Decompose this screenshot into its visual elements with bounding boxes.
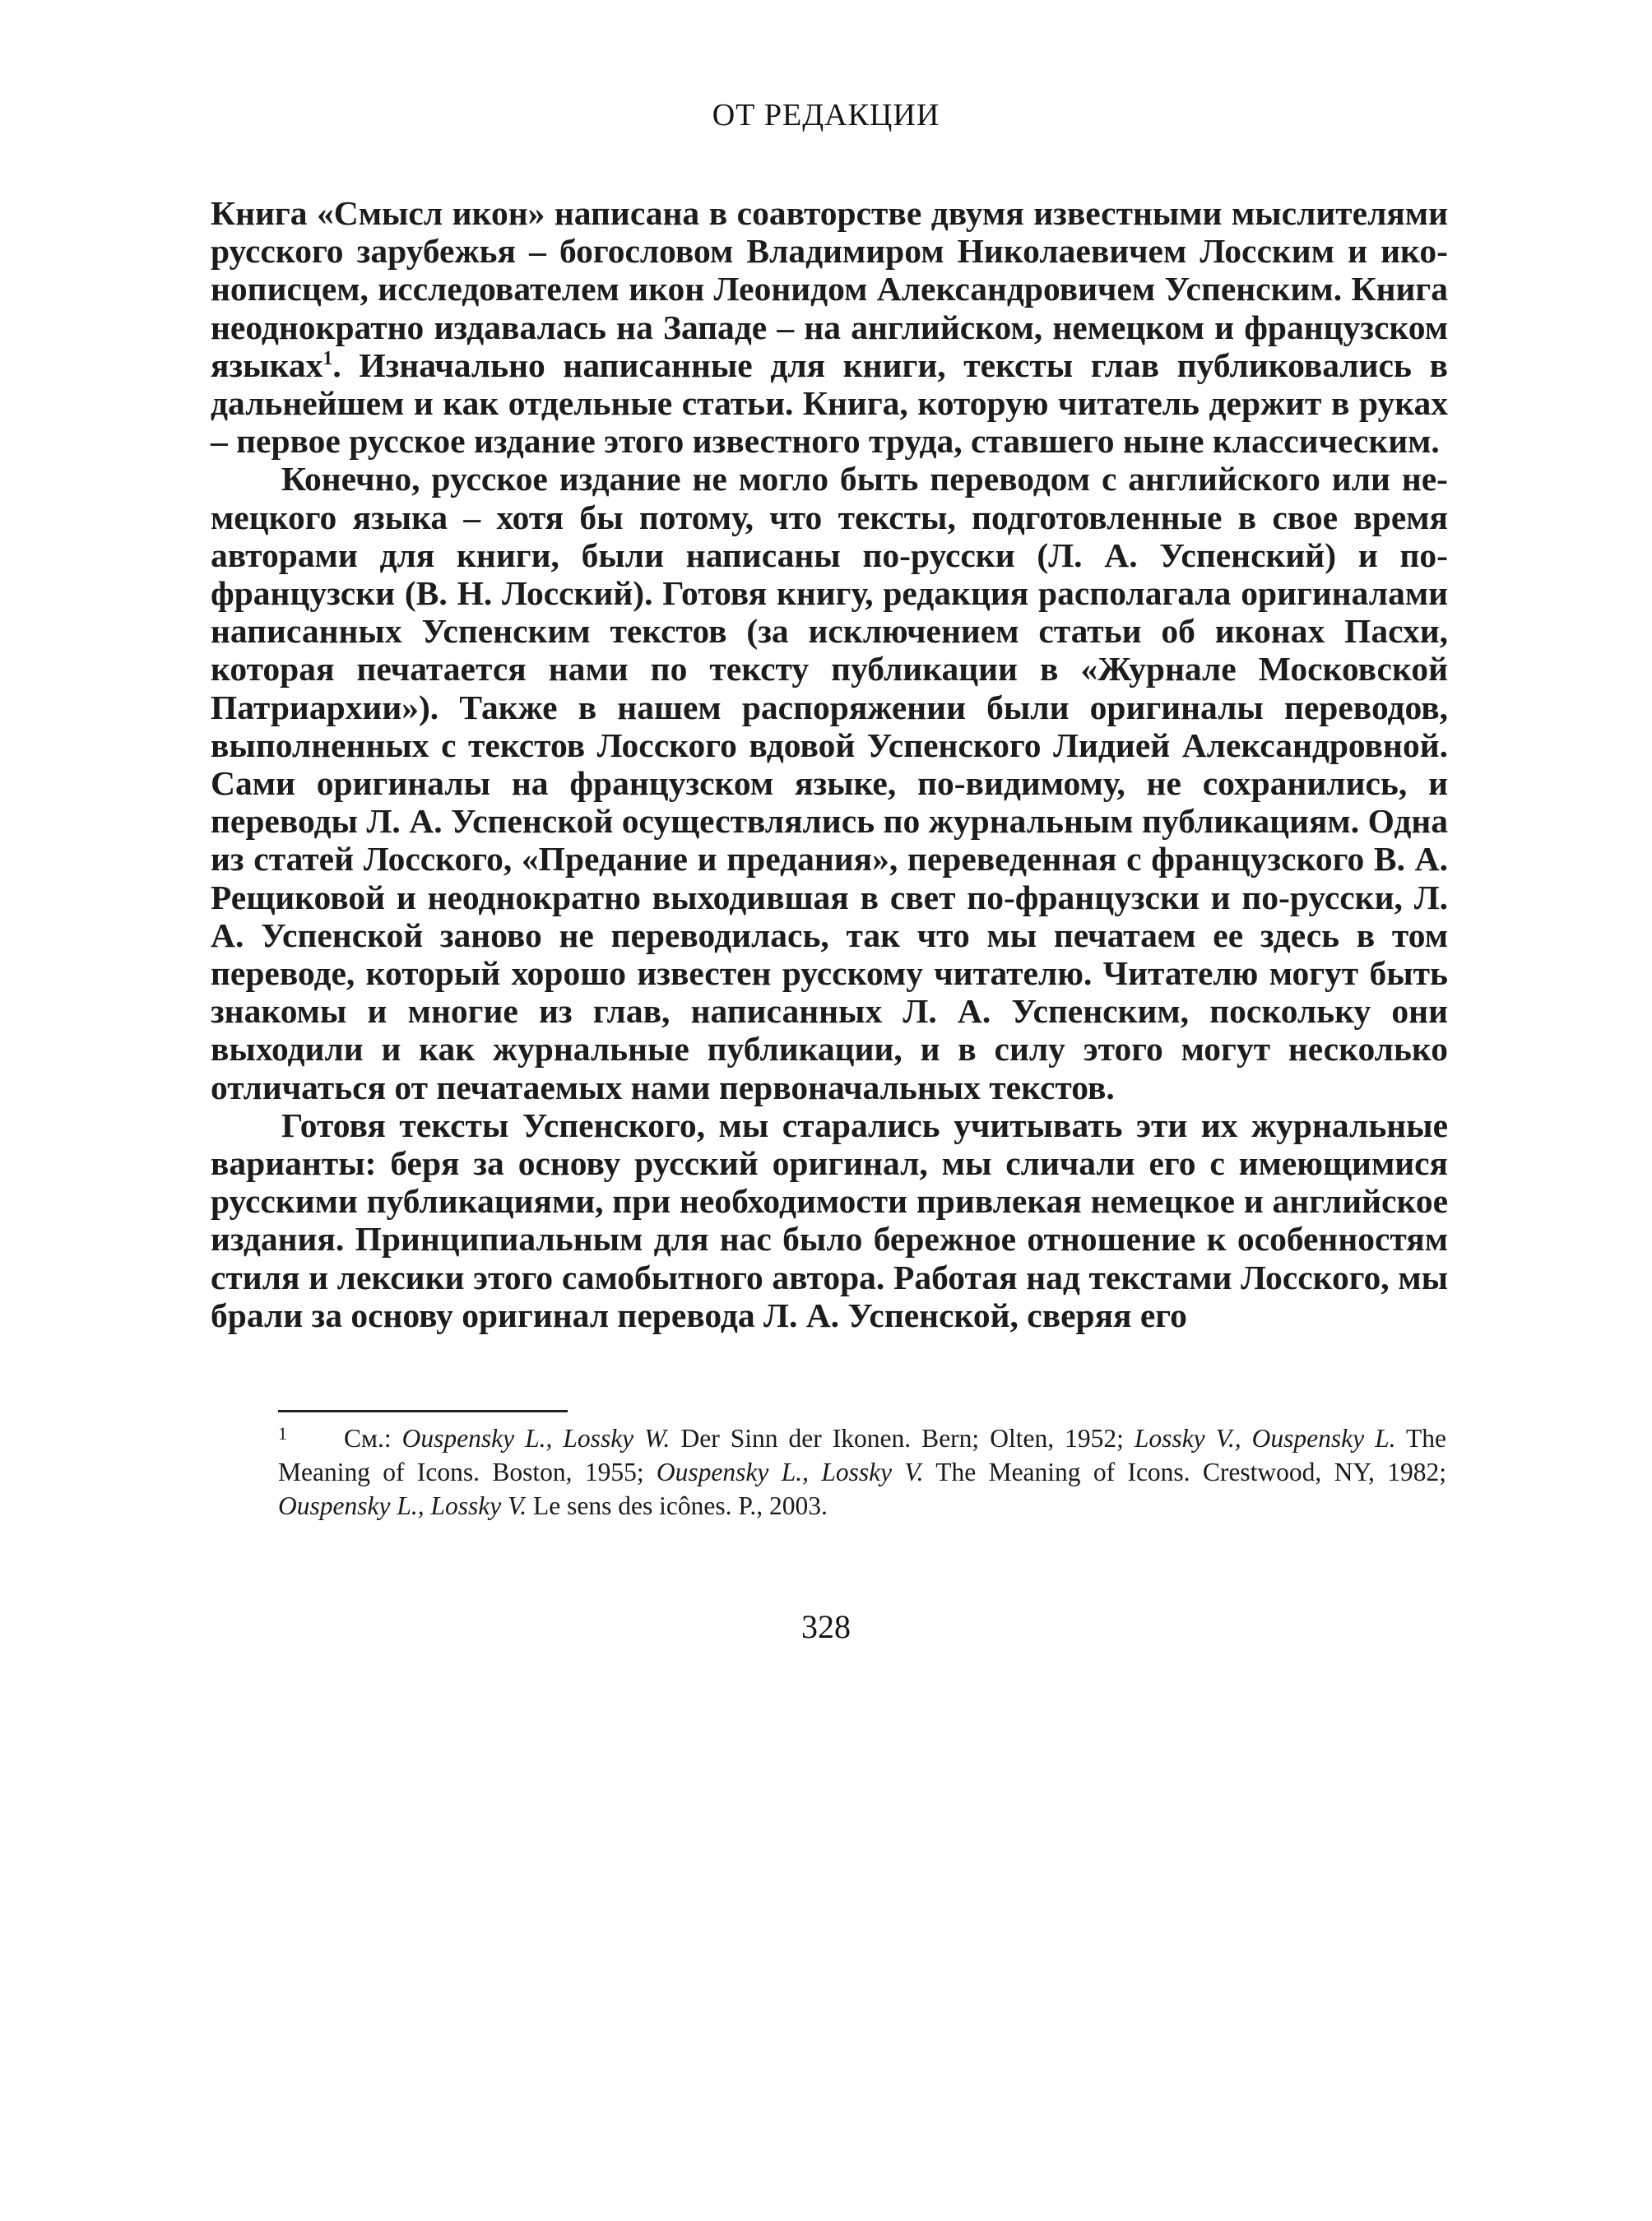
footnote-part-5: Ouspensky L., Lossky V. (656, 1458, 924, 1486)
footnote-part-4: The Meaning of Icons. Boston, 1955; (278, 1424, 1447, 1486)
footnote-reference: 1 (323, 347, 333, 369)
paragraph-1 (211, 194, 1448, 460)
footnote-part-8: Le sens des icônes. P., 2003. (527, 1491, 828, 1520)
paragraph-1-text-b: . Изначально написанные для книги, тексты глав публиковались в дальнейшем и как отдельные статьи. Книга, которую читатель держит в руках – первое русское издание этого известного труда, ставшего ныне классическим. (211, 345, 1448, 461)
footnote-mark: 1 (278, 1423, 287, 1444)
footnote-part-1: Ouspensky L., Lossky W. (401, 1424, 671, 1453)
footnote-part-2: Der Sinn der Ikonen. Bern; Olten, 1952; (670, 1424, 1135, 1453)
footnote-part-0: См.: (344, 1424, 402, 1453)
page-number: 328 (801, 1608, 851, 1645)
footnote-part-6: The Meaning of Icons. Crestwood, NY, 1982; (923, 1458, 1447, 1486)
paragraph-3: Готовя тексты Успенского, мы старались учитывать эти их журнальные варианты: беря за основу русский оригинал, мы сличали его с имеющимися русскими публикациями, при необходимости привлекая немецкое и английское издания. Принципиальным для нас было бережное отношение к особенностям стиля и лексики этого самобытного автора. Работая над текстами Лосского, мы брали за основу оригинал перевода Л. А. Успенской, сверяя его (211, 1106, 1448, 1334)
footnote-separator (278, 1410, 568, 1412)
footnote-part-3: Lossky V., Ouspensky L. (1134, 1424, 1396, 1453)
footnote-part-7: Ouspensky L., Lossky V. (278, 1491, 527, 1520)
running-head: ОТ РЕДАКЦИИ (712, 98, 940, 132)
paragraph-1-text-a: Книга «Смысл икон» написана в соавторстве двумя известными мыслителями русского зарубежья – богословом Владимиром Николаевичем Лосским и иконописцем, исследователем икон Леонидом Александровичем Успенским. Книга неоднократно издавалась на Западе – на английском, немецком и французском языках (211, 194, 1448, 384)
footnote (278, 1421, 1446, 1523)
paragraph-2: Конечно, русское издание не могло быть переводом с английского или немецкого языка – хотя бы потому, что тексты, подготовленные в свое время авторами для книги, были написаны по-русски (Л. А. Успенский) и по-французски (В. Н. Лосский). Готовя книгу, редакция располагала оригиналами написанных Успенским текстов (за исключением статьи об иконах Пасхи, которая печатается нами по тексту публикации в «Журнале Московской Патриархии»). Также в нашем распоряжении были оригиналы переводов, выполненных с текстов Лосского вдовой Успенского Лидией Александровной. Сами оригиналы на французском языке, по-видимому, не сохранились, и переводы Л. А. Успенской осуществлялись по журнальным публикациям. Одна из статей Лосского, «Предание и предания», переведенная с французского В. А. Рещиковой и неоднократно выходившая в свет по-французски и по-русски, Л. А. Успенской заново не переводилась, так что мы печатаем ее здесь в том переводе, который хорошо известен русскому читателю. Читателю могут быть знакомы и многие из глав, написанных Л. А. Успенским, поскольку они выходили и как журнальные публикации, и в силу этого могут несколько отличаться от печатаемых нами первоначальных текстов. (211, 460, 1448, 1106)
main-text (211, 194, 1448, 1334)
